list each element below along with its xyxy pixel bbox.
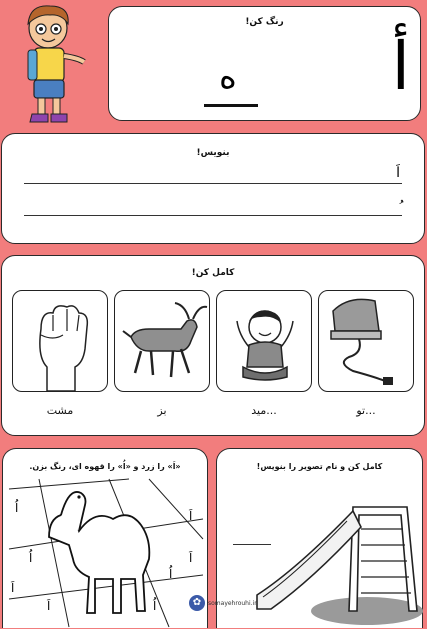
underline-baseline bbox=[204, 104, 258, 107]
goat-icon bbox=[115, 291, 211, 393]
complete-card bbox=[1, 255, 425, 436]
logo-icon: ✿ bbox=[189, 595, 205, 611]
camel-coloring-illustration[interactable] bbox=[9, 479, 203, 627]
picture-tile-child[interactable] bbox=[216, 290, 312, 392]
big-letter-alef-hamza[interactable]: أ bbox=[391, 28, 410, 105]
camel-card-title: «اَ» را زرد و «اُ» را قهوه ای، رنگ بزن. bbox=[29, 462, 181, 471]
camel-letter-3[interactable]: اُ bbox=[29, 551, 33, 565]
camel-letter-4[interactable]: اَ bbox=[189, 551, 193, 565]
color-card-title: رنگ کن! bbox=[245, 17, 284, 27]
writing-line-1[interactable] bbox=[24, 183, 402, 184]
complete-card-title: کامل کن! bbox=[191, 268, 235, 278]
slide-card bbox=[192, 448, 423, 628]
camel-letter-5[interactable]: اُ bbox=[169, 567, 173, 581]
camel-letter-6[interactable]: اَ bbox=[11, 581, 15, 595]
fist-icon bbox=[13, 291, 109, 393]
boy-mascot-illustration bbox=[14, 2, 100, 128]
logo-text: somayehrouhi.ir bbox=[208, 599, 257, 607]
write-row1-letter: اَ bbox=[396, 165, 400, 181]
write-card bbox=[1, 133, 425, 244]
word-child: ...مید bbox=[251, 404, 277, 417]
slide-illustration bbox=[257, 499, 423, 629]
camel-letter-1[interactable]: اُ bbox=[15, 501, 19, 515]
picture-tile-iron[interactable] bbox=[318, 290, 414, 392]
picture-tile-fist[interactable] bbox=[12, 290, 108, 392]
camel-letter-2[interactable]: اَ bbox=[189, 509, 193, 523]
writing-line-2[interactable] bbox=[24, 215, 402, 216]
write-card-title: بنویس! bbox=[196, 148, 230, 158]
camel-letter-8[interactable]: اُ bbox=[153, 599, 157, 613]
word-goat: بز bbox=[157, 404, 167, 417]
logo-badge bbox=[189, 595, 257, 611]
camel-coloring-card bbox=[2, 448, 208, 628]
slide-card-title: کامل کن و نام تصویر را بنویس! bbox=[256, 462, 383, 471]
color-letters-card bbox=[108, 6, 421, 121]
child-icon bbox=[217, 291, 313, 393]
picture-tile-goat[interactable] bbox=[114, 290, 210, 392]
word-iron: ...تو bbox=[356, 404, 376, 417]
small-letter-heh[interactable]: ه bbox=[219, 57, 237, 97]
camel-letter-7[interactable]: اَ bbox=[47, 599, 51, 613]
word-fist: مشت bbox=[46, 404, 74, 417]
iron-icon bbox=[319, 291, 415, 393]
